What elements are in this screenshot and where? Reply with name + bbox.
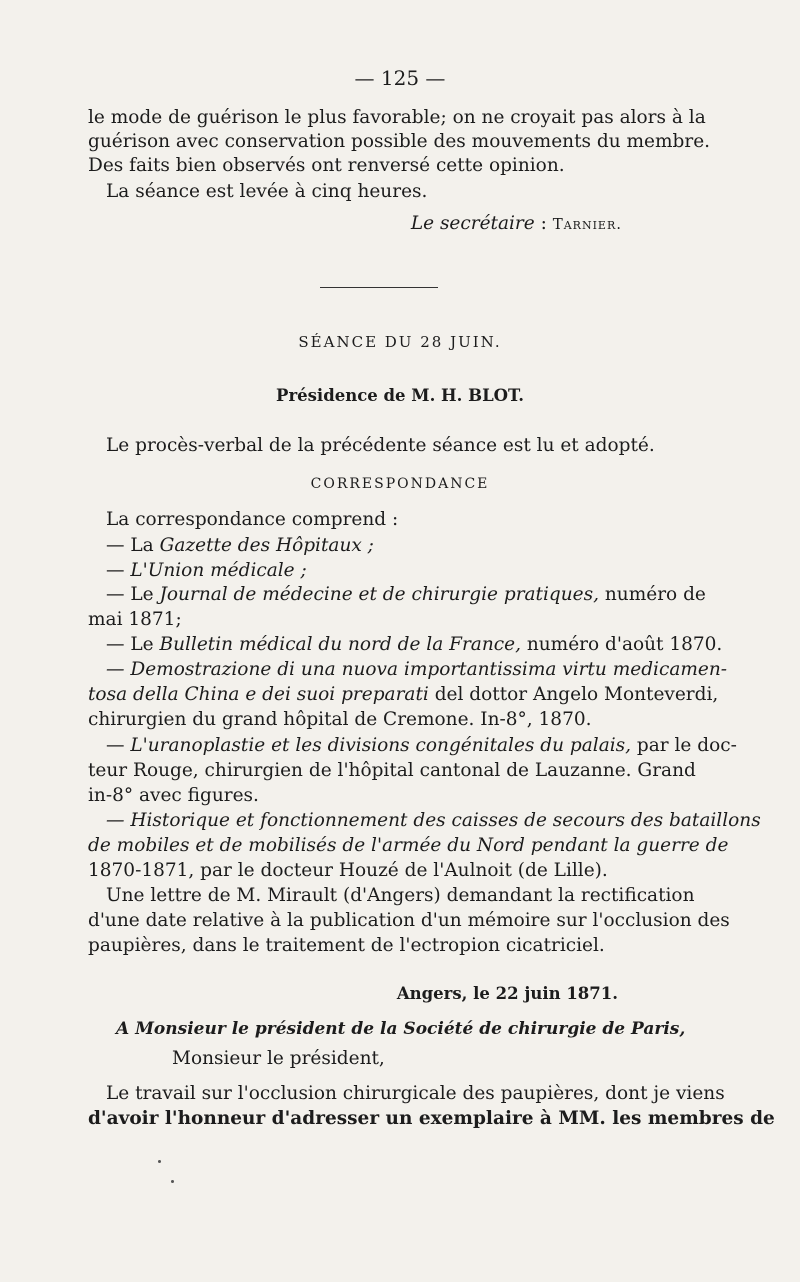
ink-speck: [158, 1160, 161, 1163]
list-item: — Le Bulletin médical du nord de la France, numéro d'août 1870.: [106, 634, 723, 655]
signature-name: Tarnier.: [552, 215, 622, 233]
secretary-signature: [88, 212, 622, 236]
signature-separator: :: [534, 213, 553, 234]
seance-title: SÉANCE DU 28 JUIN.: [298, 333, 502, 351]
text-line: Une lettre de M. Mirault (d'Angers) demandant la rectification: [106, 885, 695, 906]
list-item: — L'Union médicale ;: [106, 560, 307, 581]
letter-salutation: Monsieur le président,: [172, 1048, 385, 1069]
list-item-continuation: chirurgien du grand hôpital de Cremone. In-8°, 1870.: [88, 709, 592, 730]
text-line: La séance est levée à cinq heures.: [106, 181, 428, 202]
list-item-continuation: tosa della China e dei suoi preparati del dottor Angelo Monteverdi,: [88, 684, 719, 705]
letter-body-line: d'avoir l'honneur d'adresser un exemplaire à MM. les membres de: [88, 1108, 775, 1129]
list-item: — Demostrazione di una nuova importantissima virtu medicamen-: [106, 659, 728, 680]
section-divider: [320, 287, 438, 288]
page-number: — 125 —: [354, 66, 446, 90]
list-item: — Le Journal de médecine et de chirurgie pratiques, numéro de: [106, 584, 706, 605]
list-item-continuation: mai 1871;: [88, 609, 182, 630]
text-line: le mode de guérison le plus favorable; on ne croyait pas alors à la: [88, 107, 706, 128]
signature-label: Le secrétaire: [410, 213, 535, 234]
list-item-continuation: de mobiles et de mobilisés de l'armée du Nord pendant la guerre de: [88, 835, 729, 856]
text-line: paupières, dans le traitement de l'ectropion cicatriciel.: [88, 935, 605, 956]
letter-date: Angers, le 22 juin 1871.: [396, 984, 618, 1003]
list-item: — L'uranoplastie et les divisions congénitales du palais, par le doc-: [106, 735, 737, 756]
text-line: guérison avec conservation possible des mouvements du membre.: [88, 131, 711, 152]
list-item: — La Gazette des Hôpitaux ;: [106, 535, 374, 556]
letter-address: A Monsieur le président de la Société de chirurgie de Paris,: [116, 1019, 686, 1039]
presidence-heading: Présidence de M. H. BLOT.: [276, 386, 524, 405]
list-item-continuation: teur Rouge, chirurgien de l'hôpital cantonal de Lauzanne. Grand: [88, 760, 696, 781]
list-item: — Historique et fonctionnement des caisses de secours des bataillons: [106, 810, 761, 831]
list-item-continuation: in-8° avec figures.: [88, 785, 259, 806]
letter-body-line: Le travail sur l'occlusion chirurgicale des paupières, dont je viens: [106, 1083, 725, 1104]
proces-verbal-line: Le procès-verbal de la précédente séance est lu et adopté.: [106, 435, 655, 456]
text-line: d'une date relative à la publication d'un mémoire sur l'occlusion des: [88, 910, 730, 931]
text-line: Des faits bien observés ont renversé cette opinion.: [88, 155, 565, 176]
ink-speck: [171, 1180, 174, 1183]
correspondance-intro: La correspondance comprend :: [106, 509, 399, 530]
list-item-continuation: 1870-1871, par le docteur Houzé de l'Aulnoit (de Lille).: [88, 860, 608, 881]
correspondance-heading: CORRESPONDANCE: [310, 476, 490, 492]
